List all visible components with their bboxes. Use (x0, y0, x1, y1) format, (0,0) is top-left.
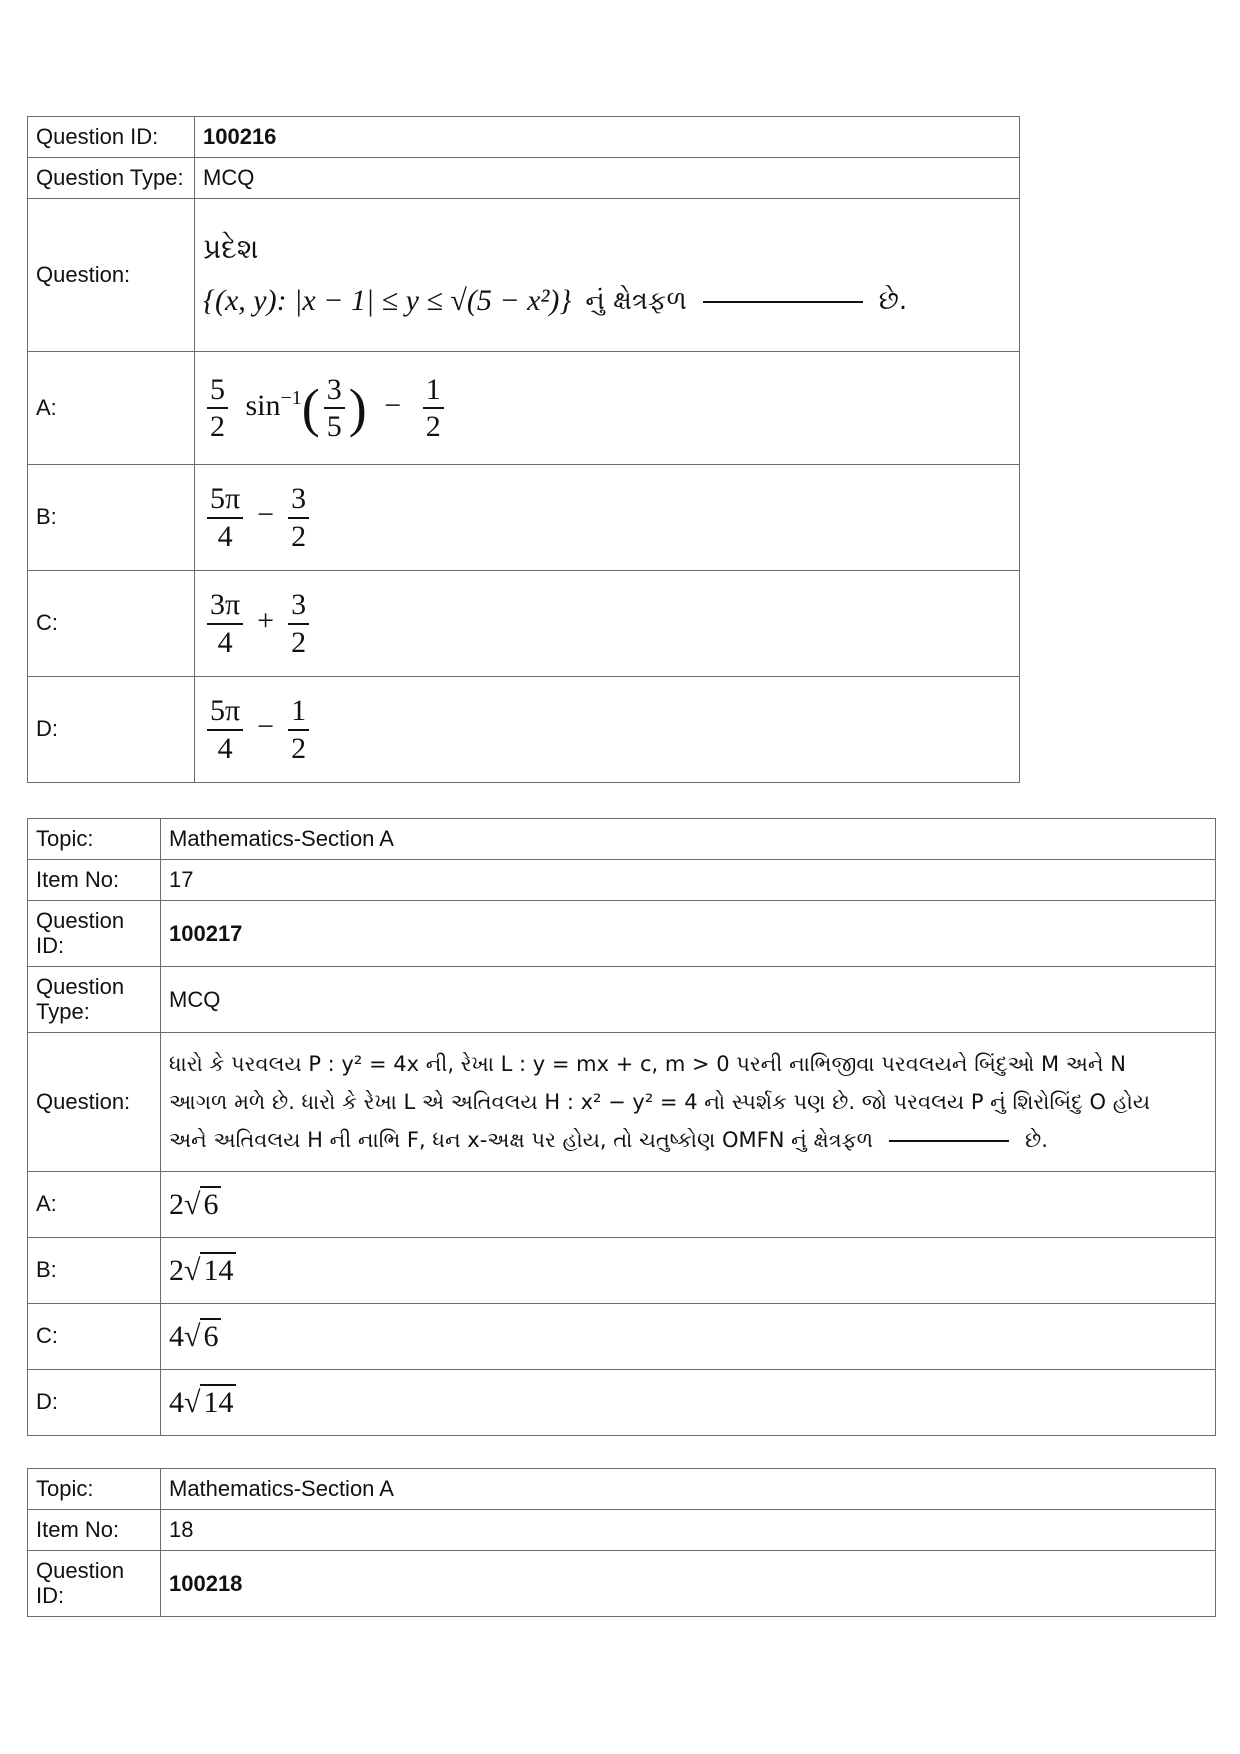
item-no-row (28, 1510, 1216, 1551)
option-label: D: (28, 1370, 161, 1436)
option-b-math: $\frac{5\pi}{4}$ − $\frac{3}{2}$ (203, 498, 313, 531)
question-id-label: Question ID: (28, 1551, 161, 1617)
option-b-content (195, 465, 1020, 571)
option-c-content (161, 1304, 1216, 1370)
option-row-d (28, 677, 1020, 783)
question-type-row (28, 967, 1216, 1033)
option-a-content (195, 352, 1020, 465)
question-type-value: MCQ (195, 158, 1020, 199)
option-d-math: $\frac{5\pi}{4}$ − $\frac{1}{2}$ (203, 710, 313, 743)
question-intro: પ્રદેશ (203, 232, 259, 265)
item-no-label: Item No: (28, 1510, 161, 1551)
question-expression (203, 284, 1011, 318)
question-label: Question: (28, 1033, 161, 1172)
option-label: C: (28, 1304, 161, 1370)
option-label: A: (28, 1172, 161, 1238)
question-table-100217 (27, 818, 1216, 1436)
question-id-row (28, 901, 1216, 967)
topic-row (28, 1469, 1216, 1510)
question-text-line: આગળ મળે છે. ધારો કે રેખા L એ અતિવલય H : x² − y² = 4 નો સ્પર્શક પણ છે. જો પરવલય P નું શિરોબિંદુ O હોય (169, 1090, 1151, 1114)
option-a-content (161, 1172, 1216, 1238)
question-id-label: Question ID: (28, 117, 195, 158)
question-tail: નું ક્ષેત્રફળ (585, 285, 687, 316)
option-label: B: (28, 1238, 161, 1304)
question-type-label: Question Type: (28, 967, 161, 1033)
question-content (161, 1033, 1216, 1172)
topic-row (28, 819, 1216, 860)
option-row-b (28, 1238, 1216, 1304)
question-type-row (28, 158, 1020, 199)
question-id-value: 100218 (161, 1551, 1216, 1617)
question-row (28, 199, 1020, 352)
option-row-a (28, 1172, 1216, 1238)
option-a-math: $\frac{5}{2}$ $\sin^{-1}$( $\frac{3}{5}$ ) − $\frac{1}{2}$ (203, 389, 448, 422)
item-no-value: 17 (161, 860, 1216, 901)
option-c-math: 4√ 6 (169, 1320, 221, 1353)
option-row-b (28, 465, 1020, 571)
question-row (28, 1033, 1216, 1172)
option-label: A: (28, 352, 195, 465)
item-no-label: Item No: (28, 860, 161, 901)
question-text-line: અને અતિવલય H ની નાભિ F, ધન x-અક્ષ પર હોય, તો ચતુષ્કોણ OMFN નું ક્ષેત્રફળ (169, 1128, 873, 1152)
question-content (195, 199, 1020, 352)
option-row-c (28, 571, 1020, 677)
topic-label: Topic: (28, 1469, 161, 1510)
question-end: છે. (1025, 1128, 1048, 1152)
option-label: C: (28, 571, 195, 677)
answer-blank (703, 299, 863, 303)
question-label: Question: (28, 199, 195, 352)
option-label: D: (28, 677, 195, 783)
option-c-math: $\frac{3\pi}{4}$ + $\frac{3}{2}$ (203, 604, 313, 637)
option-d-content (161, 1370, 1216, 1436)
item-no-row (28, 860, 1216, 901)
question-id-label: Question ID: (28, 901, 161, 967)
question-set-expression: {(x, y): |x − 1| ≤ y ≤ √(5 − x²)} (203, 284, 572, 317)
question-table-100218 (27, 1468, 1216, 1617)
option-c-content (195, 571, 1020, 677)
question-type-value: MCQ (161, 967, 1216, 1033)
item-no-value: 18 (161, 1510, 1216, 1551)
topic-value: Mathematics-Section A (161, 1469, 1216, 1510)
option-d-content (195, 677, 1020, 783)
question-id-value: 100217 (161, 901, 1216, 967)
topic-label: Topic: (28, 819, 161, 860)
answer-blank (889, 1138, 1009, 1142)
question-text-line: ધારો કે પરવલય P : y² = 4x ની, રેખા L : y = mx + c, m > 0 પરની નાભિજીવા પરવલયને બિંદુઓ M અને N (169, 1052, 1126, 1076)
option-a-math: 2√ 6 (169, 1188, 221, 1221)
option-b-math: 2√ 14 (169, 1254, 236, 1287)
question-end: છે. (878, 285, 908, 316)
option-row-a (28, 352, 1020, 465)
option-d-math: 4√ 14 (169, 1386, 236, 1419)
option-label: B: (28, 465, 195, 571)
question-table-100216 (27, 116, 1020, 783)
question-id-value: 100216 (195, 117, 1020, 158)
topic-value: Mathematics-Section A (161, 819, 1216, 860)
question-id-row (28, 117, 1020, 158)
option-row-d (28, 1370, 1216, 1436)
option-row-c (28, 1304, 1216, 1370)
question-id-row (28, 1551, 1216, 1617)
option-b-content (161, 1238, 1216, 1304)
question-type-label: Question Type: (28, 158, 195, 199)
